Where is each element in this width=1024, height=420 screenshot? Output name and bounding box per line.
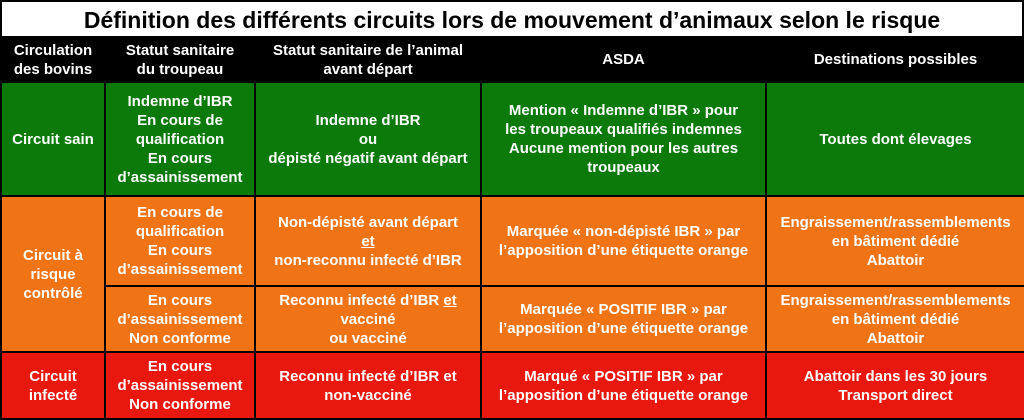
- page-title: Définition des différents circuits lors de mouvement d’animaux selon le risque: [0, 0, 1024, 36]
- circuit-controle-2-asda: Marquée « POSITIF IBR » par l’apposition d’une étiquette orange: [481, 286, 766, 352]
- circuit-infecte-statut-animal: Reconnu infecté d’IBR et non-vacciné: [255, 352, 481, 419]
- header-row: [1, 37, 1024, 82]
- header-statut-animal: Statut sanitaire de l’animal avant départ: [255, 37, 481, 82]
- circuit-controle-2-destinations: Engraissement/rassemblements en bâtiment dédié Abattoir: [766, 286, 1024, 352]
- circuit-infecte-name: Circuit infecté: [1, 352, 105, 419]
- row-circuit-sain: [1, 82, 1024, 196]
- circuit-controle-1-statut-troupeau: En cours de qualification En cours d’assainissement: [105, 196, 255, 286]
- circuit-controle-1-destinations: Engraissement/rassemblements en bâtiment dédié Abattoir: [766, 196, 1024, 286]
- circuit-infecte-asda: Marqué « POSITIF IBR » par l’apposition d’une étiquette orange: [481, 352, 766, 419]
- header-destinations: Destinations possibles: [766, 37, 1024, 82]
- circuit-infecte-statut-troupeau: En cours d’assainissement Non conforme: [105, 352, 255, 419]
- circuit-controle-1-statut-animal: Non-dépisté avant départ et non-reconnu infecté d’IBR: [255, 196, 481, 286]
- circuit-sain-statut-troupeau: Indemne d’IBR En cours de qualification En cours d’assainissement: [105, 82, 255, 196]
- circuit-sain-asda: Mention « Indemne d’IBR » pour les troupeaux qualifiés indemnes Aucune mention pour les autres troupeaux: [481, 82, 766, 196]
- circuit-controle-2-statut-animal: Reconnu infecté d’IBR et vacciné ou vacciné: [255, 286, 481, 352]
- circuits-table: [0, 36, 1024, 420]
- row-circuit-controle-2: [1, 286, 1024, 352]
- header-asda: ASDA: [481, 37, 766, 82]
- circuit-controle-2-statut-troupeau: En cours d’assainissement Non conforme: [105, 286, 255, 352]
- row-circuit-controle-1: [1, 196, 1024, 286]
- circuit-sain-name: Circuit sain: [1, 82, 105, 196]
- circuit-sain-destinations: Toutes dont élevages: [766, 82, 1024, 196]
- circuit-controle-1-asda: Marquée « non-dépisté IBR » par l’apposition d’une étiquette orange: [481, 196, 766, 286]
- circuit-controle-name: Circuit à risque contrôlé: [1, 196, 105, 352]
- circuit-sain-statut-animal: Indemne d’IBR ou dépisté négatif avant départ: [255, 82, 481, 196]
- header-statut-troupeau: Statut sanitaire du troupeau: [105, 37, 255, 82]
- row-circuit-infecte: [1, 352, 1024, 419]
- header-circulation: Circulation des bovins: [1, 37, 105, 82]
- circuit-infecte-destinations: Abattoir dans les 30 jours Transport direct: [766, 352, 1024, 419]
